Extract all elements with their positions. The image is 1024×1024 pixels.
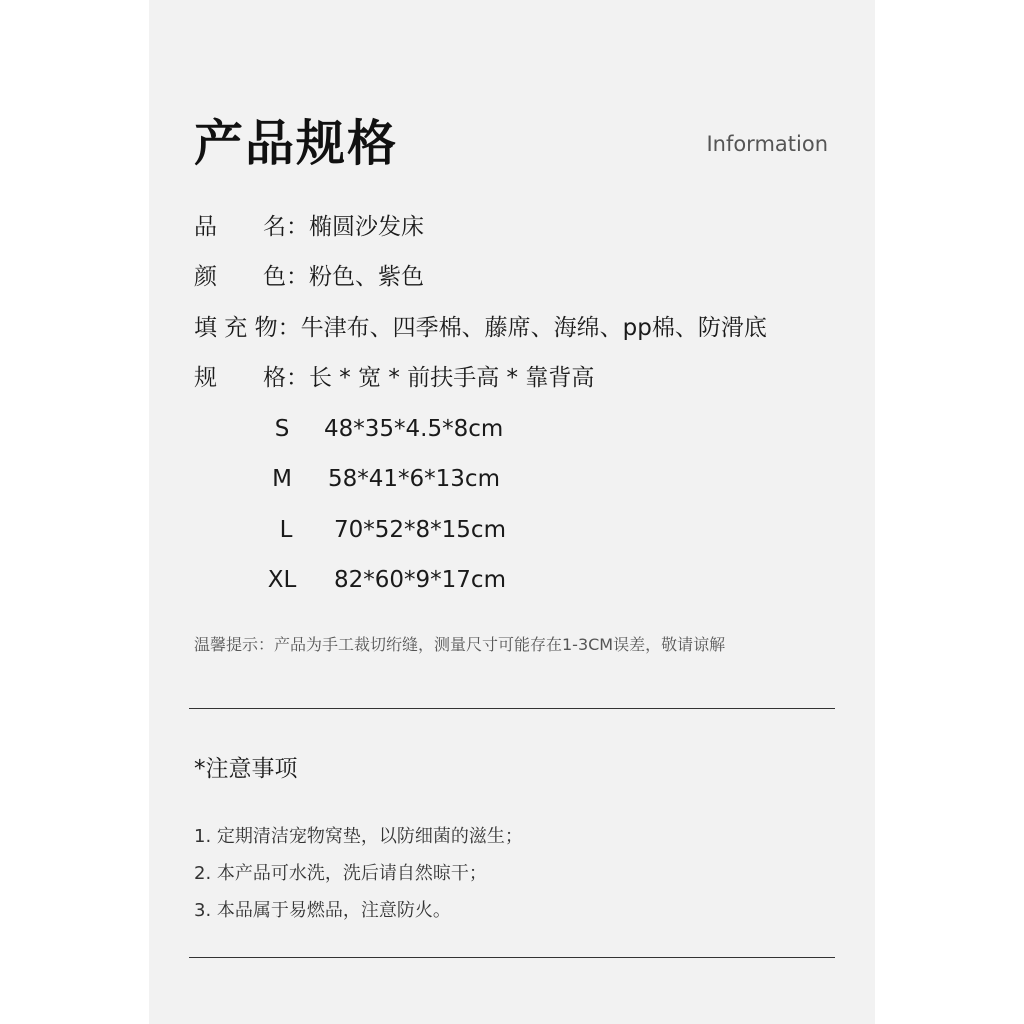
spec-label: 规 格： bbox=[194, 365, 309, 391]
spec-label: 颜 色： bbox=[194, 264, 309, 290]
size-row bbox=[0, 513, 1024, 547]
spec-value: 长 * 宽 * 前扶手高 * 靠背高 bbox=[309, 365, 595, 391]
caution-title: *注意事项 bbox=[194, 756, 298, 782]
divider bbox=[189, 957, 835, 958]
size-code: S bbox=[274, 416, 290, 442]
spec-value: 牛津布、四季棉、藤席、海绵、pp棉、防滑底 bbox=[300, 315, 767, 341]
caution-item: 3. 本品属于易燃品，注意防火。 bbox=[194, 900, 451, 921]
size-dimensions: 82*60*9*17cm bbox=[334, 567, 506, 593]
tip-note: 温馨提示：产品为手工裁切绗缝，测量尺寸可能存在1-3CM误差，敬请谅解 bbox=[194, 635, 726, 654]
page-title: 产品规格 bbox=[194, 115, 399, 172]
size-dimensions: 70*52*8*15cm bbox=[334, 517, 506, 543]
spec-value: 椭圆沙发床 bbox=[309, 214, 424, 240]
size-dimensions: 58*41*6*13cm bbox=[328, 466, 500, 492]
size-code: M bbox=[272, 466, 292, 492]
section-subtitle: Information bbox=[706, 132, 828, 156]
size-code: L bbox=[279, 517, 293, 543]
caution-item: 1. 定期清洁宠物窝垫，以防细菌的滋生； bbox=[194, 826, 523, 847]
spec-label: 填 充 物： bbox=[194, 315, 301, 341]
size-row bbox=[0, 563, 1024, 597]
size-dimensions: 48*35*4.5*8cm bbox=[324, 416, 504, 442]
spec-row-name bbox=[194, 210, 424, 244]
divider bbox=[189, 708, 835, 709]
spec-value: 粉色、紫色 bbox=[309, 264, 424, 290]
caution-item: 2. 本产品可水洗，洗后请自然晾干； bbox=[194, 863, 487, 884]
spec-row-filling bbox=[194, 311, 767, 345]
size-row bbox=[0, 462, 1024, 496]
spec-row-size bbox=[194, 361, 594, 395]
spec-row-color bbox=[194, 260, 424, 294]
size-row bbox=[0, 412, 1024, 446]
spec-label: 品 名： bbox=[194, 214, 309, 240]
size-code: XL bbox=[267, 567, 297, 593]
